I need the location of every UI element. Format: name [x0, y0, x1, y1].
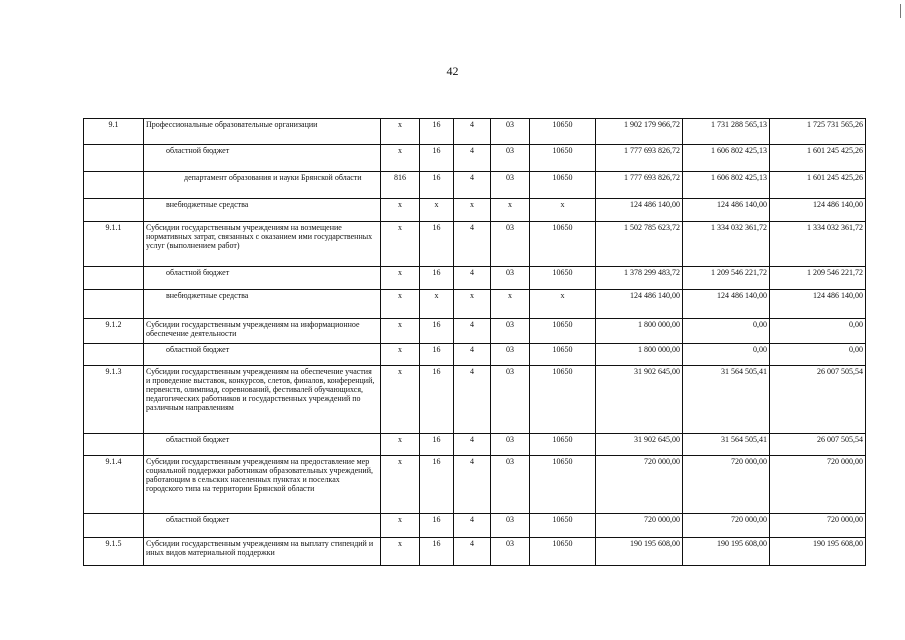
col-article: 03 — [491, 344, 530, 366]
scan-edge-mark — [900, 4, 901, 18]
table-row — [84, 222, 866, 267]
col-sum-year3: 26 007 505,54 — [770, 434, 866, 456]
col-type: x — [530, 290, 596, 319]
col-article: 03 — [491, 514, 530, 538]
col-sum-year3: 1 209 546 221,72 — [770, 267, 866, 290]
col-sum-year1: 720 000,00 — [596, 456, 683, 514]
col-article: 03 — [491, 456, 530, 514]
row-code — [84, 344, 144, 366]
row-code — [84, 434, 144, 456]
col-subsection: 4 — [454, 344, 491, 366]
row-code — [84, 290, 144, 319]
col-section: 16 — [420, 514, 454, 538]
col-subsection: x — [454, 199, 491, 222]
row-code — [84, 172, 144, 199]
row-name: областной бюджет — [144, 344, 381, 366]
row-name: Субсидии государственным учреждениям на предоставление мер социальной поддержки работникам образовательных учреждений, работающим в сельских населенных пунктах и поселках городского типа на территории Брянской области — [144, 456, 381, 514]
col-sum-year3: 190 195 608,00 — [770, 538, 866, 566]
col-sum-year2: 1 731 288 565,13 — [683, 119, 770, 145]
col-sum-year2: 720 000,00 — [683, 456, 770, 514]
col-sum-year1: 1 902 179 966,72 — [596, 119, 683, 145]
col-article: x — [491, 199, 530, 222]
row-code: 9.1.1 — [84, 222, 144, 267]
row-code — [84, 199, 144, 222]
col-sum-year2: 1 334 032 361,72 — [683, 222, 770, 267]
row-code: 9.1 — [84, 119, 144, 145]
row-name: Субсидии государственным учреждениям на возмещение нормативных затрат, связанных с оказанием ими государственных услуг (выполнением работ) — [144, 222, 381, 267]
col-sum-year2: 124 486 140,00 — [683, 199, 770, 222]
col-grbs: x — [381, 119, 420, 145]
row-name: областной бюджет — [144, 145, 381, 172]
col-article: 03 — [491, 366, 530, 434]
col-subsection: x — [454, 290, 491, 319]
col-sum-year2: 190 195 608,00 — [683, 538, 770, 566]
col-sum-year3: 1 725 731 565,26 — [770, 119, 866, 145]
col-sum-year2: 1 606 802 425,13 — [683, 145, 770, 172]
col-sum-year2: 0,00 — [683, 319, 770, 344]
col-article: 03 — [491, 145, 530, 172]
col-sum-year1: 190 195 608,00 — [596, 538, 683, 566]
col-sum-year3: 26 007 505,54 — [770, 366, 866, 434]
col-sum-year3: 0,00 — [770, 344, 866, 366]
col-sum-year2: 720 000,00 — [683, 514, 770, 538]
row-code — [84, 514, 144, 538]
col-sum-year3: 1 334 032 361,72 — [770, 222, 866, 267]
col-sum-year3: 124 486 140,00 — [770, 290, 866, 319]
col-section: 16 — [420, 267, 454, 290]
col-grbs: x — [381, 514, 420, 538]
col-sum-year3: 0,00 — [770, 319, 866, 344]
table-row — [84, 145, 866, 172]
col-sum-year3: 1 601 245 425,26 — [770, 145, 866, 172]
table-row — [84, 319, 866, 344]
col-section: 16 — [420, 366, 454, 434]
col-grbs: x — [381, 199, 420, 222]
col-sum-year1: 1 378 299 483,72 — [596, 267, 683, 290]
col-sum-year1: 1 800 000,00 — [596, 344, 683, 366]
col-subsection: 4 — [454, 145, 491, 172]
col-sum-year2: 1 606 802 425,13 — [683, 172, 770, 199]
col-subsection: 4 — [454, 267, 491, 290]
col-sum-year1: 1 777 693 826,72 — [596, 172, 683, 199]
col-sum-year1: 31 902 645,00 — [596, 366, 683, 434]
col-grbs: x — [381, 267, 420, 290]
row-name: областной бюджет — [144, 267, 381, 290]
col-type: 10650 — [530, 514, 596, 538]
col-sum-year3: 124 486 140,00 — [770, 199, 866, 222]
row-name: Субсидии государственным учреждениям на обеспечение участия и проведение выставок, конкурсов, слетов, финалов, конференций, первенств, олимпиад, соревнований, фестивалей обучающихся, педагогических работников и государственных учреждений по различным направлениям — [144, 366, 381, 434]
col-section: 16 — [420, 222, 454, 267]
col-type: 10650 — [530, 119, 596, 145]
col-grbs: x — [381, 538, 420, 566]
col-section: 16 — [420, 456, 454, 514]
col-sum-year2: 31 564 505,41 — [683, 366, 770, 434]
col-type: 10650 — [530, 267, 596, 290]
col-grbs: x — [381, 344, 420, 366]
row-name: Субсидии государственным учреждениям на информационное обеспечение деятельности — [144, 319, 381, 344]
col-grbs: x — [381, 145, 420, 172]
col-sum-year2: 124 486 140,00 — [683, 290, 770, 319]
row-name: внебюджетные средства — [144, 290, 381, 319]
page-number: 42 — [446, 64, 459, 78]
row-name: Профессиональные образовательные организации — [144, 119, 381, 145]
col-subsection: 4 — [454, 434, 491, 456]
col-type: 10650 — [530, 222, 596, 267]
col-type: 10650 — [530, 456, 596, 514]
col-sum-year1: 720 000,00 — [596, 514, 683, 538]
col-section: 16 — [420, 434, 454, 456]
table-row — [84, 366, 866, 434]
col-article: 03 — [491, 119, 530, 145]
col-article: 03 — [491, 538, 530, 566]
row-name: внебюджетные средства — [144, 199, 381, 222]
row-name: областной бюджет — [144, 434, 381, 456]
col-grbs: x — [381, 434, 420, 456]
col-sum-year1: 1 502 785 623,72 — [596, 222, 683, 267]
col-article: 03 — [491, 434, 530, 456]
table-row — [84, 514, 866, 538]
col-section: x — [420, 290, 454, 319]
col-type: x — [530, 199, 596, 222]
row-name: областной бюджет — [144, 514, 381, 538]
col-subsection: 4 — [454, 514, 491, 538]
row-code: 9.1.2 — [84, 319, 144, 344]
col-type: 10650 — [530, 366, 596, 434]
col-article: 03 — [491, 222, 530, 267]
col-section: 16 — [420, 145, 454, 172]
col-sum-year2: 0,00 — [683, 344, 770, 366]
col-section: 16 — [420, 538, 454, 566]
col-section: 16 — [420, 319, 454, 344]
col-section: 16 — [420, 172, 454, 199]
col-subsection: 4 — [454, 172, 491, 199]
col-article: 03 — [491, 319, 530, 344]
col-section: 16 — [420, 119, 454, 145]
budget-table-body — [84, 119, 866, 566]
col-grbs: x — [381, 222, 420, 267]
col-sum-year2: 31 564 505,41 — [683, 434, 770, 456]
col-subsection: 4 — [454, 456, 491, 514]
col-grbs: x — [381, 366, 420, 434]
col-sum-year2: 1 209 546 221,72 — [683, 267, 770, 290]
col-article: 03 — [491, 267, 530, 290]
col-type: 10650 — [530, 344, 596, 366]
col-subsection: 4 — [454, 319, 491, 344]
col-grbs: x — [381, 456, 420, 514]
table-row — [84, 538, 866, 566]
col-subsection: 4 — [454, 222, 491, 267]
col-sum-year3: 720 000,00 — [770, 514, 866, 538]
col-subsection: 4 — [454, 538, 491, 566]
col-sum-year1: 1 777 693 826,72 — [596, 145, 683, 172]
col-sum-year3: 720 000,00 — [770, 456, 866, 514]
table-row — [84, 172, 866, 199]
col-article: 03 — [491, 172, 530, 199]
col-article: x — [491, 290, 530, 319]
col-sum-year1: 124 486 140,00 — [596, 290, 683, 319]
col-section: 16 — [420, 344, 454, 366]
row-code: 9.1.5 — [84, 538, 144, 566]
col-type: 10650 — [530, 172, 596, 199]
col-sum-year1: 1 800 000,00 — [596, 319, 683, 344]
table-row — [84, 434, 866, 456]
col-grbs: x — [381, 319, 420, 344]
row-name: департамент образования и науки Брянской области — [144, 172, 381, 199]
col-type: 10650 — [530, 538, 596, 566]
col-subsection: 4 — [454, 119, 491, 145]
table-row — [84, 199, 866, 222]
budget-table — [83, 118, 866, 566]
col-section: x — [420, 199, 454, 222]
table-row — [84, 119, 866, 145]
col-subsection: 4 — [454, 366, 491, 434]
row-code — [84, 145, 144, 172]
col-sum-year1: 31 902 645,00 — [596, 434, 683, 456]
col-sum-year1: 124 486 140,00 — [596, 199, 683, 222]
col-grbs: x — [381, 290, 420, 319]
col-type: 10650 — [530, 434, 596, 456]
table-row — [84, 456, 866, 514]
table-row — [84, 344, 866, 366]
table-row — [84, 290, 866, 319]
row-code — [84, 267, 144, 290]
row-name: Субсидии государственным учреждениям на выплату стипендий и иных видов материальной поддержки — [144, 538, 381, 566]
row-code: 9.1.3 — [84, 366, 144, 434]
col-type: 10650 — [530, 319, 596, 344]
table-row — [84, 267, 866, 290]
col-grbs: 816 — [381, 172, 420, 199]
col-sum-year3: 1 601 245 425,26 — [770, 172, 866, 199]
col-type: 10650 — [530, 145, 596, 172]
row-code: 9.1.4 — [84, 456, 144, 514]
